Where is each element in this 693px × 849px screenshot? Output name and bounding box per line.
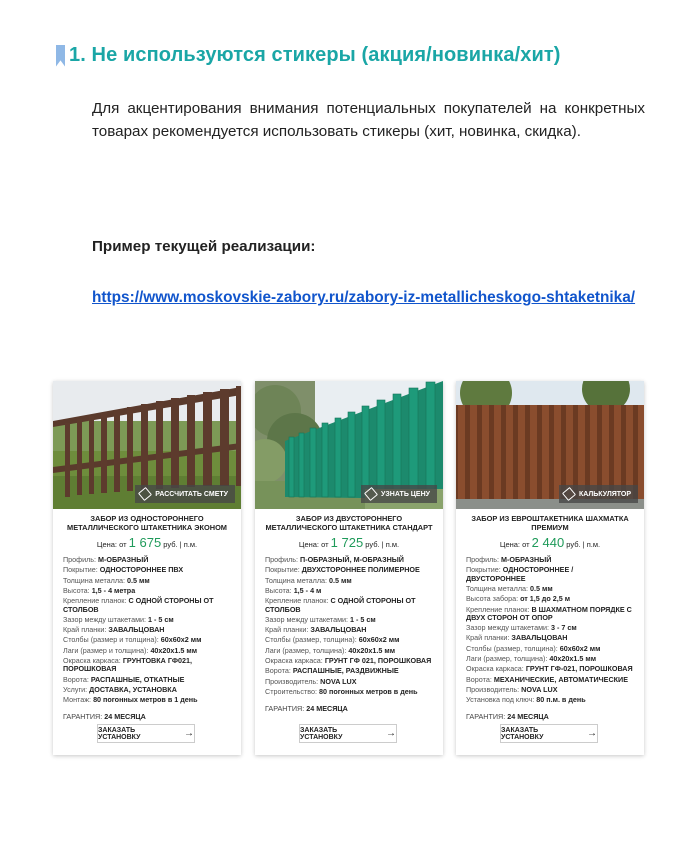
spec-value: РАСПАШНЫЕ, РАЗДВИЖНЫЕ — [292, 666, 399, 676]
spec-row — [466, 696, 634, 704]
product-cards — [53, 381, 646, 755]
section-heading — [56, 44, 561, 67]
spec-value: ГРУНТ ГФ 021, ПОРОШКОВАЯ — [324, 656, 432, 666]
spec-key: Крепление планок: — [63, 596, 127, 606]
spec-key: Край планки: — [466, 633, 510, 643]
get-price-button[interactable]: УЗНАТЬ ЦЕНУ — [361, 485, 437, 503]
spec-key: Край планки: — [63, 625, 107, 635]
spec-key: Строительство: — [265, 686, 318, 696]
spec-value: ЗАВАЛЬЦОВАН — [310, 625, 367, 635]
spec-row — [265, 616, 433, 624]
spec-value: ДВУХСТОРОННЕЕ ПОЛИМЕРНОЕ — [301, 565, 420, 575]
spec-key: Профиль: — [265, 555, 299, 565]
product-card-standard[interactable] — [255, 381, 443, 755]
spec-row — [265, 657, 433, 665]
price-value: 1 725 — [330, 535, 364, 551]
spec-key: Столбы (размер, толщина): — [466, 643, 558, 653]
spec-value: ОДНОСТОРОННЕЕ / ДВУСТОРОННЕЕ — [466, 565, 574, 583]
spec-row — [265, 577, 433, 585]
spec-value: ДОСТАВКА, УСТАНОВКА — [89, 684, 177, 694]
spec-row — [466, 655, 634, 663]
spec-key: Окраска каркаса: — [466, 664, 524, 674]
price-value: 1 675 — [128, 535, 162, 551]
spec-row — [63, 636, 231, 644]
spec-list — [255, 550, 443, 696]
spec-key: Производитель: — [466, 684, 520, 694]
spec-row — [265, 597, 433, 613]
spec-row — [265, 626, 433, 634]
spec-key: Покрытие: — [466, 565, 501, 575]
product-photo — [456, 381, 644, 509]
spec-row — [466, 585, 634, 593]
example-label: Пример текущей реализации: — [92, 238, 316, 255]
calculator-button[interactable]: КАЛЬКУЛЯТОР — [559, 485, 638, 503]
spec-key: Покрытие: — [265, 565, 300, 575]
spec-key: Край планки: — [265, 625, 309, 635]
spec-value: 3 - 7 см — [551, 623, 577, 633]
product-title: ЗАБОР ИЗ ДВУСТОРОННЕГО МЕТАЛЛИЧЕСКОГО ШТАКЕТНИКА СТАНДАРТ — [265, 514, 433, 532]
spec-key: Зазор между штакетами: — [265, 614, 349, 624]
spec-key: Высота: — [265, 586, 292, 596]
warranty: ГАРАНТИЯ: 24 МЕСЯЦА — [265, 704, 348, 714]
spec-row — [63, 587, 231, 595]
description-paragraph: Для акцентирования внимания потенциальных покупателей на конкретных товарах рекомендуется использовать стикеры (хит, новинка, скидка). — [92, 100, 645, 140]
spec-value: 1 - 5 см — [350, 614, 376, 624]
ruler-icon — [364, 487, 378, 501]
arrow-right-icon: → — [587, 728, 597, 739]
spec-row — [63, 556, 231, 564]
spec-key: Толщина металла: — [466, 583, 529, 593]
warranty: ГАРАНТИЯ: 24 МЕСЯЦА — [63, 712, 146, 722]
spec-value: РАСПАШНЫЕ, ОТКАТНЫЕ — [90, 674, 185, 684]
spec-row — [63, 577, 231, 585]
spec-key: Столбы (размер и толщина): — [63, 635, 159, 645]
spec-value: от 1,5 до 2,5 м — [520, 594, 571, 604]
product-title: ЗАБОР ИЗ ЕВРОШТАКЕТНИКА ШАХМАТКА ПРЕМИУМ — [471, 514, 629, 532]
order-installation-button[interactable]: ЗАКАЗАТЬ УСТАНОВКУ → — [500, 724, 598, 743]
spec-row — [466, 556, 634, 564]
spec-list — [456, 550, 644, 704]
product-card-premium[interactable] — [456, 381, 644, 755]
spec-value: 1,5 - 4 м — [293, 586, 322, 596]
spec-row — [466, 566, 634, 582]
ruler-icon — [562, 487, 576, 501]
spec-value: 80 п.м. в день — [536, 695, 586, 705]
spec-list — [53, 550, 241, 704]
order-installation-button[interactable]: ЗАКАЗАТЬ УСТАНОВКУ → — [299, 724, 397, 743]
product-price: Цена: от 2 440 руб. | п.м. — [499, 535, 601, 551]
spec-key: Лаги (размер, толщина): — [265, 645, 347, 655]
spec-value: 0.5 мм — [329, 575, 352, 585]
spec-value: 60х60х2 мм — [160, 635, 202, 645]
spec-value: М-ОБРАЗНЫЙ — [501, 555, 552, 565]
spec-value: 0.5 мм — [127, 575, 150, 585]
spec-key: Ворота: — [466, 674, 492, 684]
warranty: ГАРАНТИЯ: 24 МЕСЯЦА — [466, 712, 549, 722]
arrow-right-icon: → — [386, 728, 396, 739]
spec-value: 0.5 мм — [530, 583, 553, 593]
spec-key: Зазор между штакетами: — [63, 614, 147, 624]
spec-row — [466, 624, 634, 632]
spec-row — [466, 665, 634, 673]
product-photo — [255, 381, 443, 509]
spec-row — [265, 587, 433, 595]
spec-row — [265, 647, 433, 655]
spec-value: NOVA LUX — [320, 676, 357, 686]
spec-row — [265, 667, 433, 675]
spec-value: 60х60х2 мм — [358, 635, 400, 645]
order-installation-button[interactable]: ЗАКАЗАТЬ УСТАНОВКУ → — [97, 724, 195, 743]
spec-row — [63, 597, 231, 613]
spec-value: NOVA LUX — [521, 684, 558, 694]
spec-value: С ОДНОЙ СТОРОНЫ ОТ СТОЛБОВ — [265, 596, 416, 614]
spec-row — [63, 616, 231, 624]
example-link[interactable]: https://www.moskovskie-zabory.ru/zabory-iz-metallicheskogo-shtaketnika/ — [92, 289, 636, 306]
spec-key: Производитель: — [265, 676, 319, 686]
spec-value: В ШАХМАТНОМ ПОРЯДКЕ С ДВУХ СТОРОН ОТ ОПОР — [466, 604, 632, 622]
spec-row — [265, 678, 433, 686]
heading-text: 1. Не используются стикеры (акция/новинка/хит) — [69, 44, 561, 66]
spec-row — [265, 566, 433, 574]
spec-value: 40х20х1.5 мм — [150, 645, 198, 655]
spec-row — [63, 686, 231, 694]
spec-key: Лаги (размер, толщина): — [466, 653, 548, 663]
spec-key: Профиль: — [63, 555, 97, 565]
spec-value: 40х20х1.5 мм — [549, 653, 597, 663]
spec-key: Высота забора: — [466, 594, 519, 604]
spec-row — [466, 676, 634, 684]
spec-key: Столбы (размер, толщина): — [265, 635, 357, 645]
spec-value: 1,5 - 4 метра — [91, 586, 136, 596]
spec-value: 80 погонных метров в 1 день — [93, 695, 198, 705]
spec-row — [466, 606, 634, 622]
spec-value: 40х20х1.5 мм — [348, 645, 396, 655]
spec-key: Ворота: — [265, 666, 291, 676]
arrow-right-icon: → — [184, 728, 194, 739]
spec-key: Профиль: — [466, 555, 500, 565]
spec-key: Монтаж: — [63, 695, 92, 705]
spec-row — [466, 686, 634, 694]
product-price: Цена: от 1 675 руб. | п.м. — [96, 535, 198, 551]
product-photo — [53, 381, 241, 509]
spec-value: ГРУНТ ГФ-021, ПОРОШКОВАЯ — [525, 664, 633, 674]
spec-row — [63, 626, 231, 634]
product-price: Цена: от 1 725 руб. | п.м. — [298, 535, 400, 551]
spec-value: С ОДНОЙ СТОРОНЫ ОТ СТОЛБОВ — [63, 596, 214, 614]
spec-key: Окраска каркаса: — [265, 656, 323, 666]
spec-value: М-ОБРАЗНЫЙ — [98, 555, 149, 565]
calculate-estimate-button[interactable]: РАССЧИТАТЬ СМЕТУ — [135, 485, 235, 503]
spec-key: Зазор между штакетами: — [466, 623, 550, 633]
spec-key: Крепление планок: — [466, 604, 530, 614]
spec-key: Толщина металла: — [265, 575, 328, 585]
spec-value: ОДНОСТОРОННЕЕ ПВХ — [99, 565, 184, 575]
spec-key: Толщина металла: — [63, 575, 126, 585]
spec-value: 60х60х2 мм — [559, 643, 601, 653]
spec-value: 80 погонных метров в день — [319, 686, 418, 696]
spec-row — [466, 595, 634, 603]
product-title: ЗАБОР ИЗ ОДНОСТОРОННЕГО МЕТАЛЛИЧЕСКОГО ШТАКЕТНИКА ЭКОНОМ — [67, 514, 227, 532]
spec-row — [63, 647, 231, 655]
spec-row — [63, 676, 231, 684]
spec-value: ЗАВАЛЬЦОВАН — [511, 633, 568, 643]
spec-row — [466, 645, 634, 653]
spec-value: МЕХАНИЧЕСКИЕ, АВТОМАТИЧЕСКИЕ — [493, 674, 629, 684]
spec-key: Крепление планок: — [265, 596, 329, 606]
ruler-icon — [138, 487, 152, 501]
spec-row — [466, 634, 634, 642]
spec-key: Ворота: — [63, 674, 89, 684]
spec-row — [63, 566, 231, 574]
spec-row — [265, 636, 433, 644]
price-value: 2 440 — [531, 535, 565, 551]
spec-value: П-ОБРАЗНЫЙ, М-ОБРАЗНЫЙ — [300, 555, 404, 565]
spec-value: ГРУНТОВКА ГФ021, ПОРОШКОВАЯ — [63, 656, 193, 674]
spec-row — [265, 688, 433, 696]
spec-key: Установка под ключ: — [466, 695, 535, 705]
spec-row — [265, 556, 433, 564]
spec-key: Окраска каркаса: — [63, 656, 121, 666]
spec-row — [63, 696, 231, 704]
product-card-econom[interactable] — [53, 381, 241, 755]
spec-key: Высота: — [63, 586, 90, 596]
spec-value: 1 - 5 см — [148, 614, 174, 624]
spec-key: Лаги (размер и толщина): — [63, 645, 149, 655]
spec-row — [63, 657, 231, 673]
spec-key: Покрытие: — [63, 565, 98, 575]
spec-key: Услуги: — [63, 684, 88, 694]
bookmark-icon — [56, 45, 65, 67]
spec-value: ЗАВАЛЬЦОВАН — [108, 625, 165, 635]
